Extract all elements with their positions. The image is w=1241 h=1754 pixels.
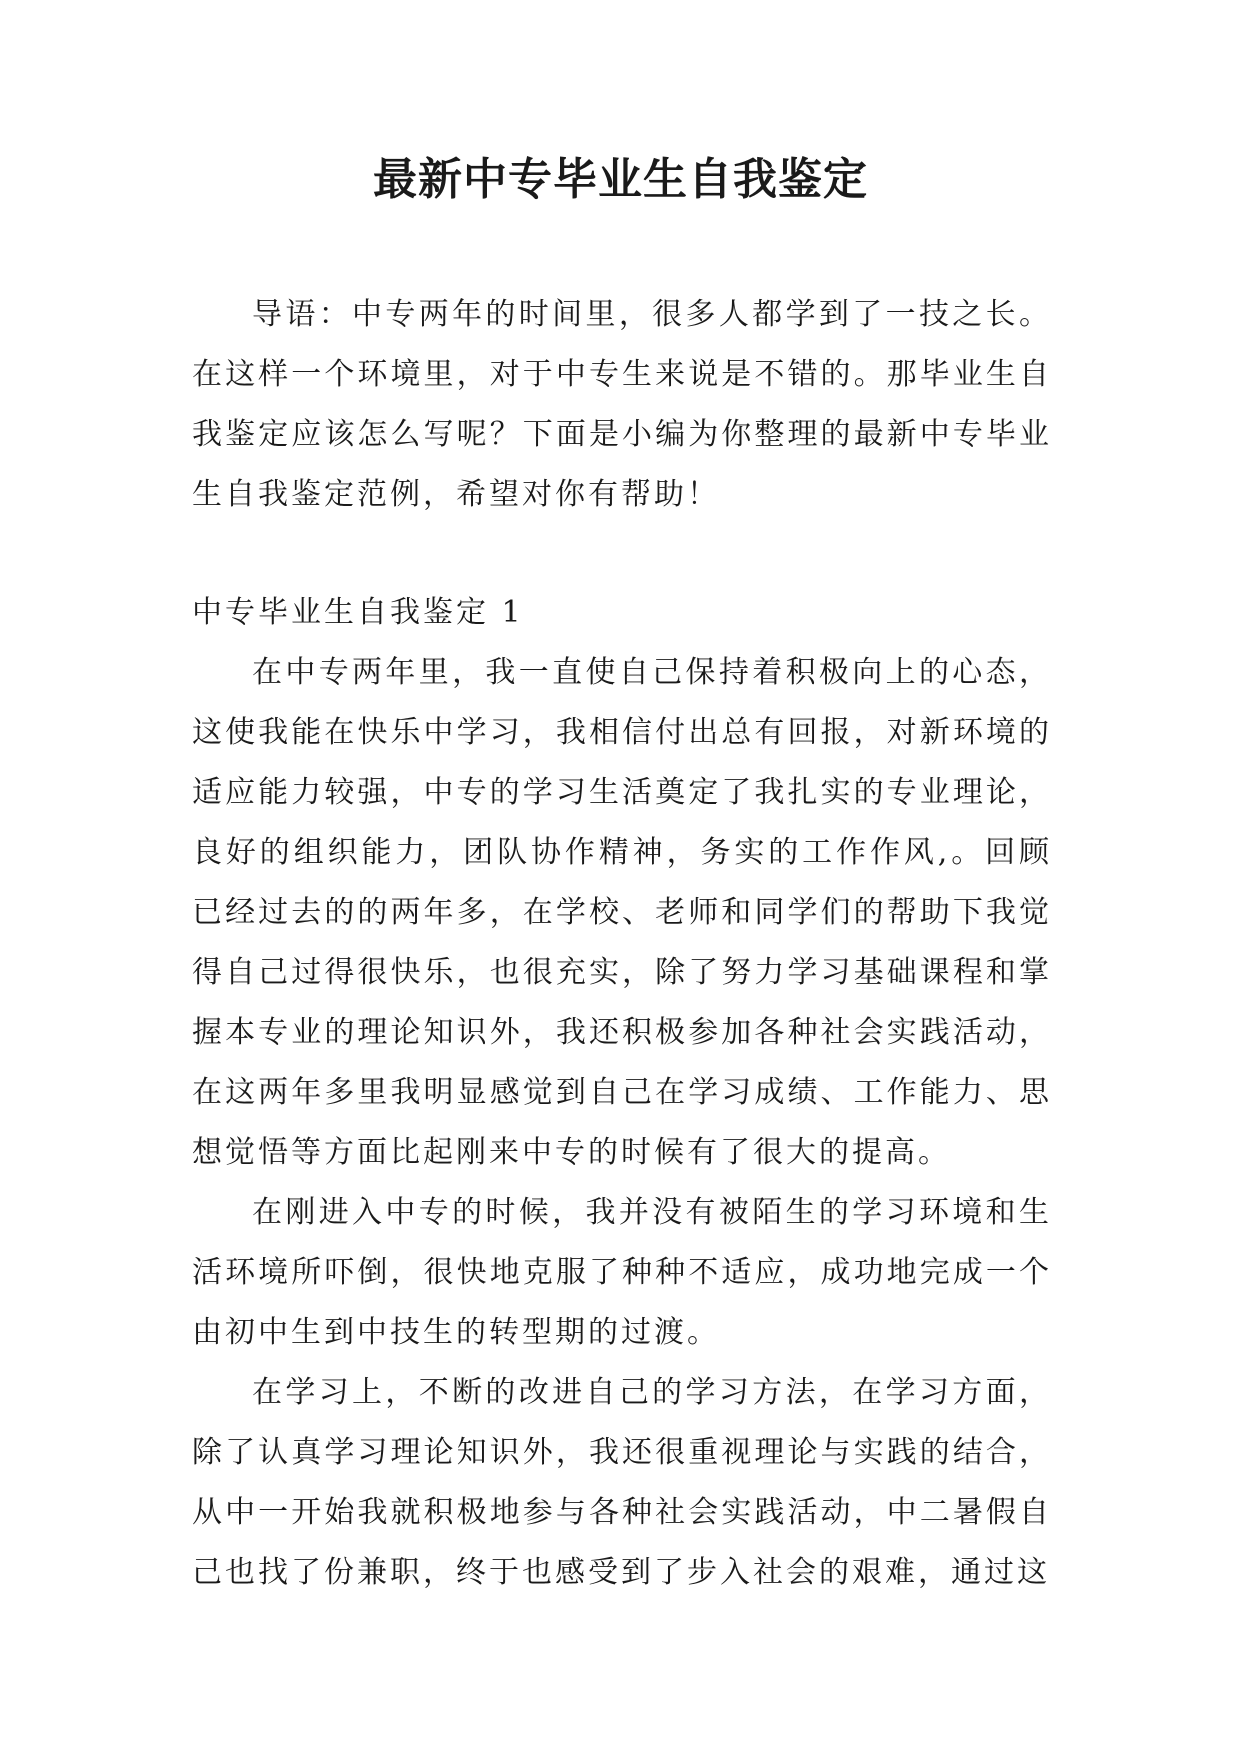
- section-heading: 中专毕业生自我鉴定 1: [192, 595, 524, 630]
- document-title: 最新中专毕业生自我鉴定: [373, 154, 868, 205]
- body-paragraph-1: 在中专两年里，我一直使自己保持着积极向上的心态，这使我能在快乐中学习，我相信付出总有回报，对新环境的适应能力较强，中专的学习生活奠定了我扎实的专业理论，良好的组织能力，团队协作精神，务实的工作作风,。回顾已经过去的的两年多，在学校、老师和同学们的帮助下我觉得自己过得很快乐，也很充实，除了努力学习基础课程和掌握本专业的理论知识外，我还积极参加各种社会实践活动，在这两年多里我明显感觉到自己在学习成绩、工作能力、思想觉悟等方面比起刚来中专的时候有了很大的提高。: [192, 655, 1052, 1170]
- body-paragraph-3: 在学习上，不断的改进自己的学习方法，在学习方面，除了认真学习理论知识外，我还很重视理论与实践的结合，从中一开始我就积极地参与各种社会实践活动，中二暑假自己也找了份兼职，终于也感受到了步入社会的艰难，通过这: [192, 1375, 1052, 1590]
- body-paragraph-2: 在刚进入中专的时候，我并没有被陌生的学习环境和生活环境所吓倒，很快地克服了种种不适应，成功地完成一个由初中生到中技生的转型期的过渡。: [192, 1195, 1052, 1350]
- section-body: [192, 643, 1052, 1603]
- intro-block: [192, 285, 1052, 525]
- intro-paragraph: 导语：中专两年的时间里，很多人都学到了一技之长。在这样一个环境里，对于中专生来说是不错的。那毕业生自我鉴定应该怎么写呢？下面是小编为你整理的最新中专毕业生自我鉴定范例，希望对你有帮助！: [192, 297, 1052, 512]
